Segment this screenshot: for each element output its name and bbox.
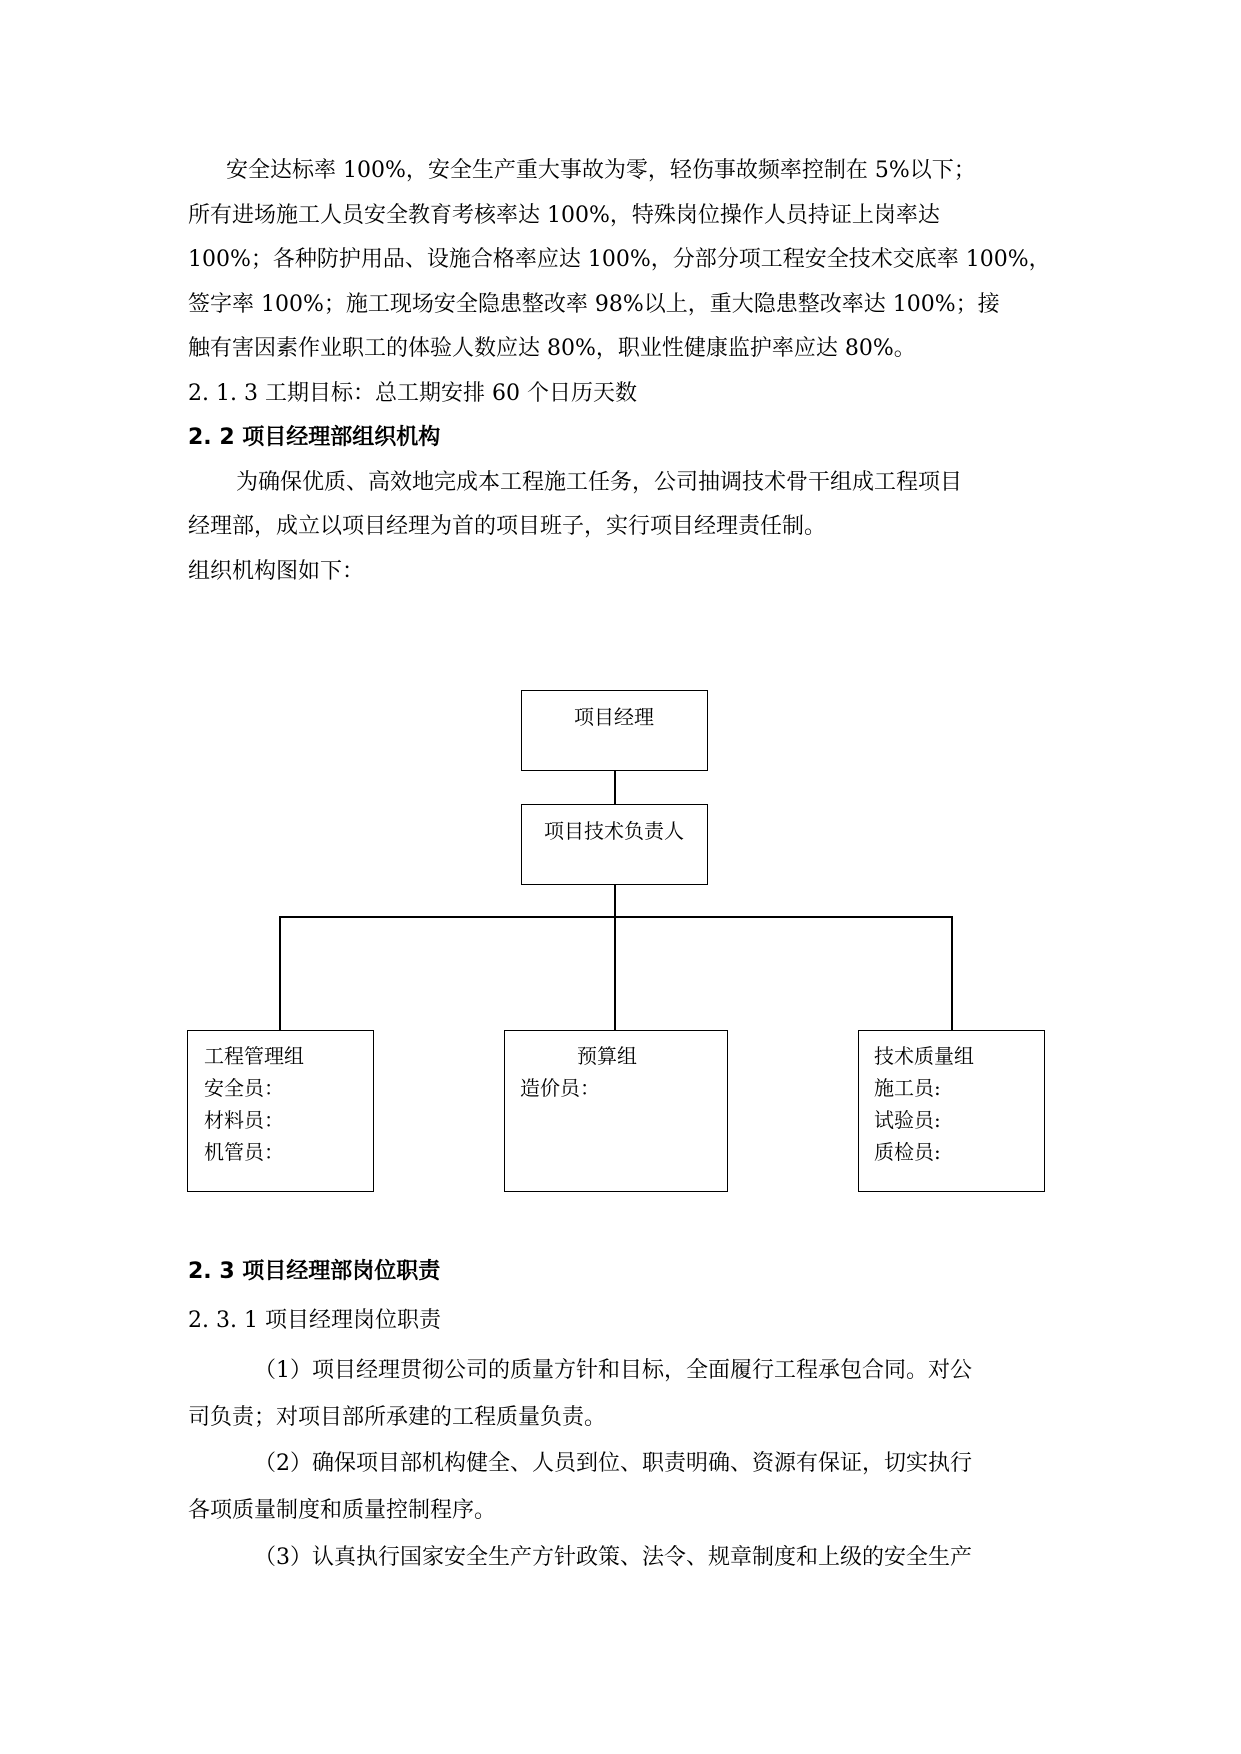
org-box-role: 材料员： <box>204 1108 284 1132</box>
paragraph-line: （2）确保项目部机构健全、人员到位、职责明确、资源有保证，切实执行 <box>254 1451 972 1476</box>
connector-line <box>279 916 281 1030</box>
org-box-tech-lead <box>521 804 708 885</box>
paragraph-line: 触有害因素作业职工的体验人数应达 80%，职业性健康监护率应达 80%。 <box>188 336 916 361</box>
paragraph-line: 司负责；对项目部所承建的工程质量负责。 <box>188 1405 607 1430</box>
paragraph-line: （3）认真执行国家安全生产方针政策、法令、规章制度和上级的安全生产 <box>254 1545 972 1570</box>
org-box-role: 机管员： <box>204 1140 284 1164</box>
subsection-heading: 2. 3. 1 项目经理岗位职责 <box>188 1308 441 1333</box>
org-box-title: 工程管理组 <box>204 1044 304 1068</box>
org-box-role: 施工员: <box>874 1076 941 1100</box>
paragraph-line: 所有进场施工人员安全教育考核率达 100%，特殊岗位操作人员持证上岗率达 <box>188 203 940 228</box>
connector-line <box>279 916 952 918</box>
org-box-title: 技术质量组 <box>874 1044 974 1068</box>
paragraph-line: 经理部，成立以项目经理为首的项目班子，实行项目经理责任制。 <box>188 514 827 539</box>
org-box-title: 预算组 <box>577 1044 637 1068</box>
connector-line <box>614 885 616 1030</box>
org-box-budget-group <box>504 1030 728 1192</box>
org-box-engineering-group <box>187 1030 374 1192</box>
paragraph-line: 安全达标率 100%，安全生产重大事故为零，轻伤事故频率控制在 5%以下； <box>226 158 976 183</box>
org-box-role: 造价员： <box>520 1076 600 1100</box>
org-box-tech-quality-group <box>858 1030 1045 1192</box>
paragraph-line: 各项质量制度和质量控制程序。 <box>188 1498 497 1523</box>
connector-line <box>614 771 616 804</box>
org-box-label: 项目技术负责人 <box>544 819 684 843</box>
paragraph-line: 为确保优质、高效地完成本工程施工任务，公司抽调技术骨干组成工程项目 <box>236 470 963 495</box>
paragraph-line: 组织机构图如下： <box>188 559 365 584</box>
connector-line <box>951 916 953 1030</box>
paragraph-line: 2. 1. 3 工期目标：总工期安排 60 个日历天数 <box>188 381 637 406</box>
section-heading: 2. 2 项目经理部组织机构 <box>188 425 441 450</box>
org-box-manager <box>521 690 708 771</box>
paragraph-line: 签字率 100%；施工现场安全隐患整改率 98%以上，重大隐患整改率达 100%；接 <box>188 292 1000 317</box>
org-box-role: 安全员： <box>204 1076 284 1100</box>
org-box-role: 质检员: <box>874 1140 941 1164</box>
paragraph-line: （1）项目经理贯彻公司的质量方针和目标，全面履行工程承包合同。对公 <box>254 1358 972 1383</box>
org-box-role: 试验员: <box>874 1108 941 1132</box>
org-box-label: 项目经理 <box>574 705 654 729</box>
section-heading: 2. 3 项目经理部岗位职责 <box>188 1259 441 1284</box>
paragraph-line: 100%；各种防护用品、设施合格率应达 100%，分部分项工程安全技术交底率 100%， <box>188 247 1051 272</box>
